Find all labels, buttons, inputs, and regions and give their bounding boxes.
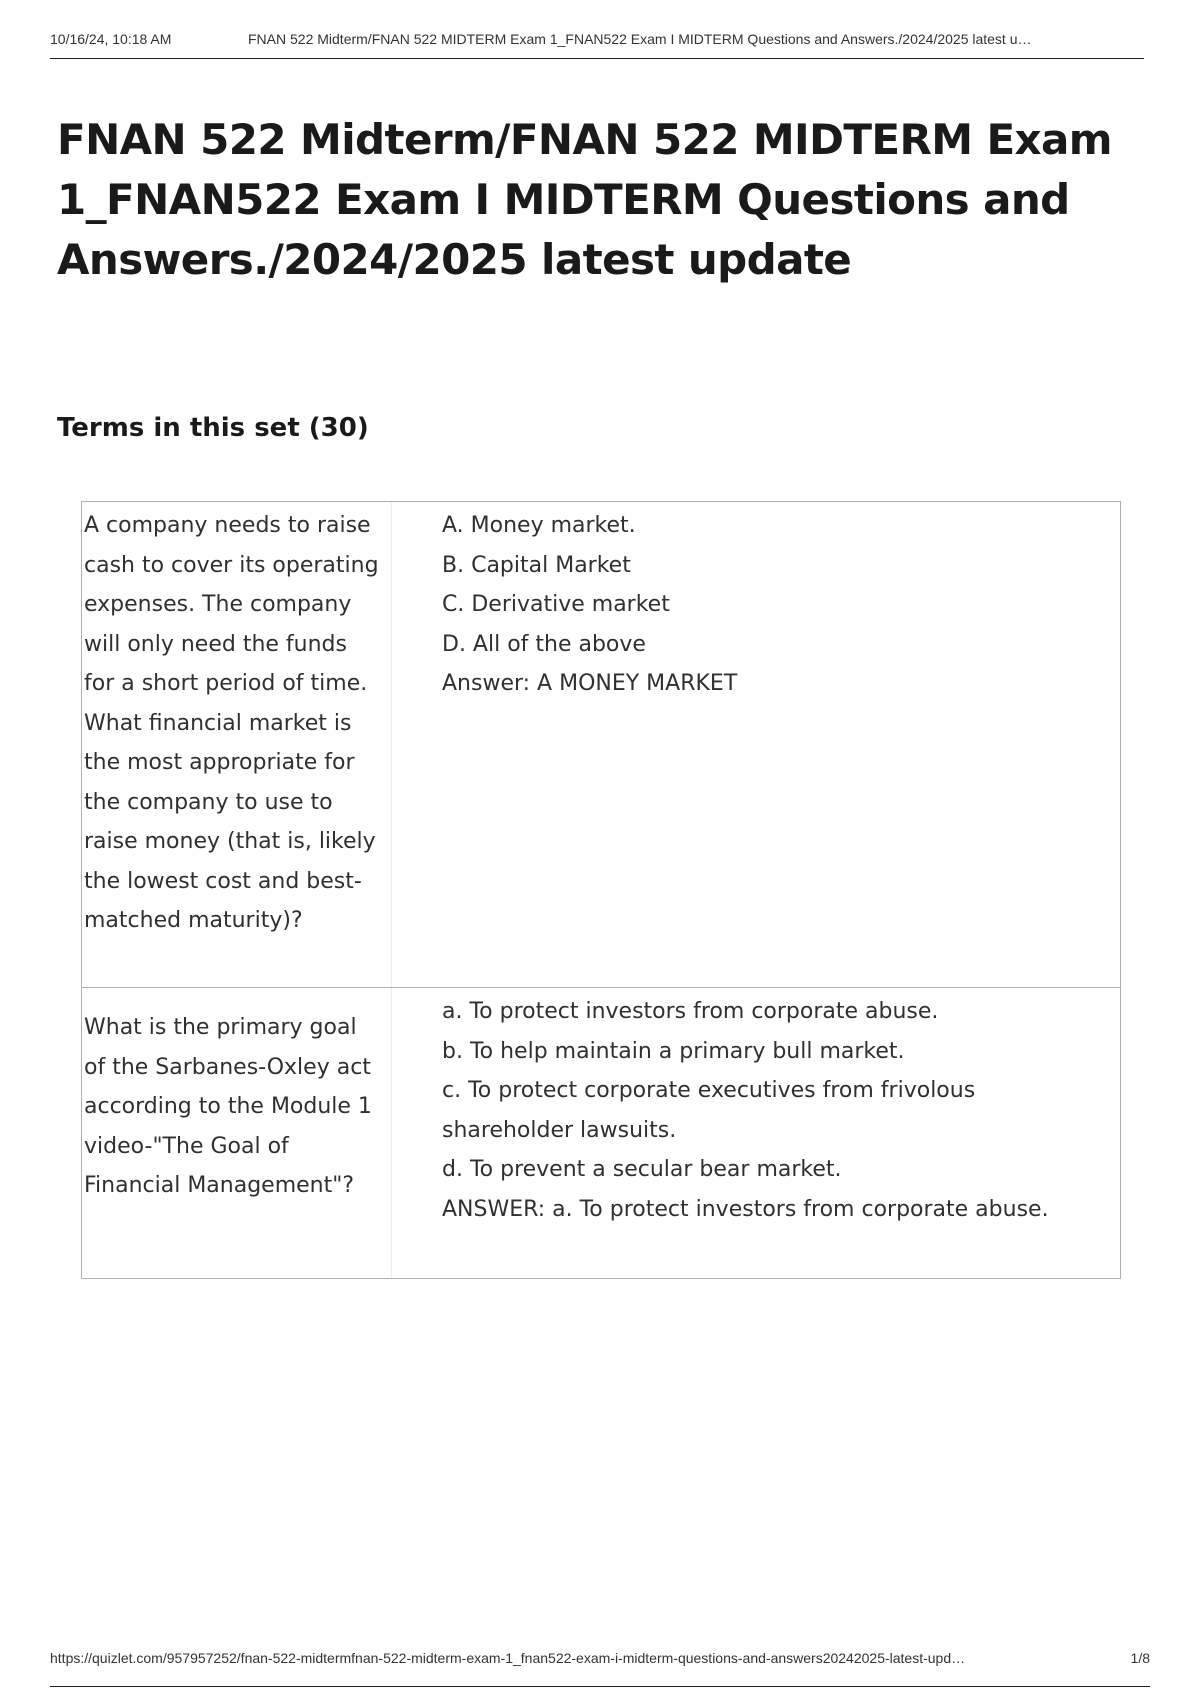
definition-line: C. Derivative market [442, 592, 670, 617]
definition-line: Answer: A MONEY MARKET [442, 671, 738, 696]
term-text: A company needs to raise cash to cover its operating expenses. The company will only need the funds for a short period of time. What financial market is the most appropriate for the company to use to raise money (that is, likely the lowest cost and best-matched maturity)? [82, 502, 392, 987]
print-url: https://quizlet.com/957957252/fnan-522-midtermfnan-522-midterm-exam-1_fnan522-exam-i-midterm-questions-and-answers20242025-latest-upd… [50, 1650, 966, 1666]
definition-line: B. Capital Market [442, 552, 631, 578]
terms-set-heading: Terms in this set (30) [57, 413, 369, 443]
terms-list [81, 501, 1121, 1279]
print-header [50, 28, 1144, 59]
definition-line: A. Money market. [442, 513, 636, 538]
definition-line: a. To protect investors from corporate abuse. [442, 999, 939, 1024]
page-title: FNAN 522 Midterm/FNAN 522 MIDTERM Exam 1_FNAN522 Exam I MIDTERM Questions and Answers./2024/2025 latest update [57, 115, 1112, 284]
definition-line: D. All of the above [442, 631, 646, 657]
definition-text [392, 988, 1120, 1278]
term-card [82, 502, 1120, 988]
definition-line: d. To prevent a secular bear market. [442, 1157, 842, 1182]
print-doc-title: FNAN 522 Midterm/FNAN 522 MIDTERM Exam 1_FNAN522 Exam I MIDTERM Questions and Answers./2024/2025 latest u… [248, 31, 1032, 47]
definition-line: c. To protect corporate executives from frivolous shareholder lawsuits. [442, 1078, 976, 1143]
print-date: 10/16/24, 10:18 AM [50, 31, 172, 47]
definition-line: b. To help maintain a primary bull market. [442, 1038, 905, 1064]
print-footer [50, 1650, 1150, 1687]
definition-text [392, 502, 1120, 987]
page-number: 1/8 [1130, 1650, 1150, 1666]
term-card [82, 988, 1120, 1278]
definition-line: ANSWER: a. To protect investors from corporate abuse. [442, 1196, 1049, 1222]
term-text: What is the primary goal of the Sarbanes-Oxley act according to the Module 1 video-"The Goal of Financial Management"? [82, 988, 392, 1278]
